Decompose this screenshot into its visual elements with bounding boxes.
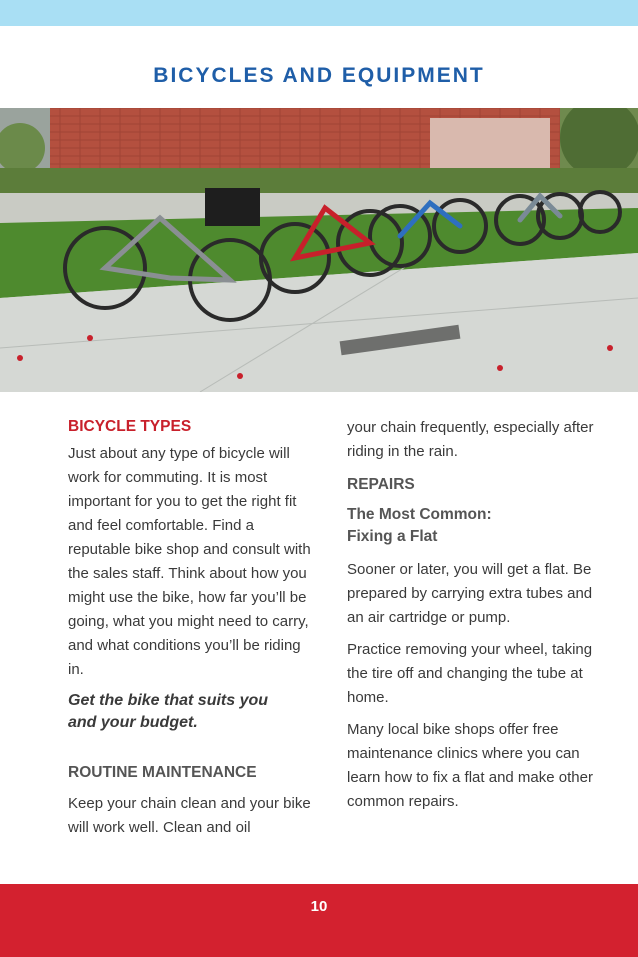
emphasis-line-1: Get the bike that suits you <box>68 692 269 709</box>
bottom-color-band <box>0 884 638 957</box>
subheading-line-1: The Most Common: <box>347 506 492 523</box>
top-color-band <box>0 0 638 26</box>
repairs-paragraph-3: Many local bike shops offer free maintenance clinics where you can learn how to fix a flat and make other common repairs. <box>347 721 593 810</box>
left-column <box>68 418 320 840</box>
repairs-heading: REPAIRS <box>347 476 415 493</box>
maintenance-continuation: your chain frequently, especially after riding in the rain. <box>347 419 594 460</box>
bicycle-types-heading: BICYCLE TYPES <box>68 418 192 435</box>
fixing-flat-subheading <box>347 504 609 548</box>
routine-maintenance-heading: ROUTINE MAINTENANCE <box>68 764 257 781</box>
right-column <box>347 416 609 814</box>
routine-maintenance-body: Keep your chain clean and your bike will work well. Clean and oil <box>68 795 311 836</box>
emphasis-line-2: and your budget. <box>68 714 198 731</box>
bike-budget-emphasis <box>68 690 320 734</box>
repairs-paragraph-1: Sooner or later, you will get a flat. Be prepared by carrying extra tubes and an air cartridge or pump. <box>347 561 593 626</box>
subheading-line-2: Fixing a Flat <box>347 528 438 545</box>
page-title: BICYCLES AND EQUIPMENT <box>153 64 485 87</box>
bicycle-types-body: Just about any type of bicycle will work for commuting. It is most important for you to get the right fit and feel comfortable. Find a reputable bike shop and consult with the sales staff. Think about how you might use the bike, how far you’ll be going, what you might need to carry, and what conditions you’ll be riding in. <box>68 445 311 678</box>
bicycle-rack-photo <box>0 108 638 392</box>
page-number: 10 <box>310 898 328 915</box>
repairs-paragraph-2: Practice removing your wheel, taking the tire off and changing the tube at home. <box>347 641 593 706</box>
